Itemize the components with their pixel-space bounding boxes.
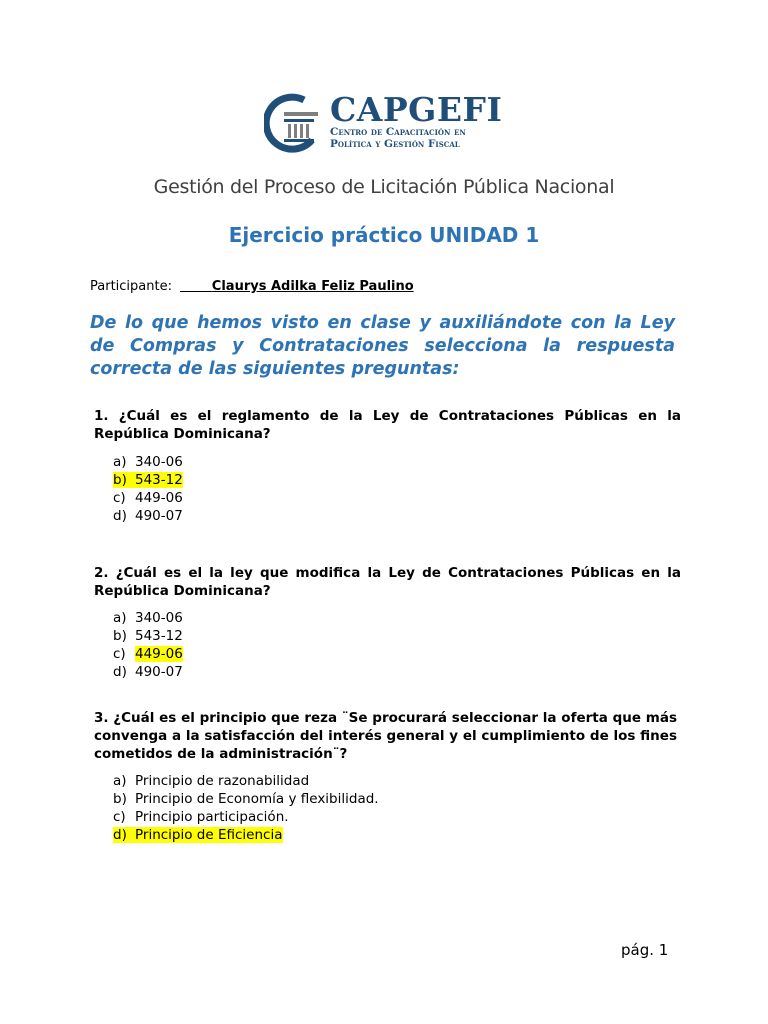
option-text: Principio participación. [135, 809, 289, 825]
options-list-3 [113, 772, 379, 844]
option-2b [113, 627, 183, 645]
option-letter: b) [113, 791, 127, 807]
options-list-1 [113, 453, 183, 525]
option-1c [113, 489, 183, 507]
option-letter: c) [113, 809, 126, 825]
option-3d [113, 826, 379, 844]
option-letter: d) [113, 827, 127, 843]
participant-name: Claurys Adilka Feliz Paulino [211, 279, 414, 294]
course-subtitle: Gestión del Proceso de Licitación Pública Nacional [153, 176, 615, 198]
option-1d [113, 507, 183, 525]
question-3: 3. ¿Cuál es el principio que reza ¨Se procurará seleccionar la oferta que más convenga a la satisfacción del interés general y el cumplimiento de los fines cometidos de la administración¨? [94, 710, 677, 762]
option-text: 449-06 [135, 490, 183, 506]
capgefi-logo [264, 92, 524, 154]
brand-name: CAPGEFI [330, 90, 503, 129]
option-letter: b) [113, 472, 127, 488]
option-letter: a) [113, 773, 127, 789]
option-text: 490-07 [135, 664, 183, 680]
option-text: 340-06 [135, 454, 183, 470]
brand-subtitle-line-2: Política y Gestión Fiscal [330, 138, 460, 150]
option-1b [113, 471, 183, 489]
option-letter: b) [113, 628, 127, 644]
brand-subtitle-line-1: Centro de Capacitación en [330, 126, 466, 138]
exercise-title: Ejercicio práctico UNIDAD 1 [228, 223, 540, 247]
capgefi-emblem-icon [264, 92, 326, 154]
option-2c [113, 645, 183, 663]
options-list-2 [113, 609, 183, 681]
option-text: 543-12 [135, 472, 183, 488]
option-1a [113, 453, 183, 471]
option-letter: c) [113, 646, 126, 662]
option-letter: d) [113, 508, 127, 524]
instructions: De lo que hemos visto en clase y auxiliándote con la Ley de Compras y Contrataciones selecciona la respuesta correcta de las siguientes preguntas: [90, 313, 675, 379]
question-2: 2. ¿Cuál es el la ley que modifica la Ley de Contrataciones Públicas en la República Dominicana? [94, 565, 681, 599]
participant-line [90, 279, 414, 294]
option-3c [113, 808, 379, 826]
option-letter: c) [113, 490, 126, 506]
option-3b [113, 790, 379, 808]
option-letter: a) [113, 610, 127, 626]
option-letter: a) [113, 454, 127, 470]
option-letter: d) [113, 664, 127, 680]
option-2d [113, 663, 183, 681]
option-text: Principio de Economía y flexibilidad. [135, 791, 379, 807]
option-text: Principio de Eficiencia [135, 827, 283, 843]
brand-subtitle [330, 126, 466, 150]
option-text: 490-07 [135, 508, 183, 524]
option-text: Principio de razonabilidad [135, 773, 310, 789]
option-text: 340-06 [135, 610, 183, 626]
option-2a [113, 609, 183, 627]
option-3a [113, 772, 379, 790]
page-number: pág. 1 [621, 941, 669, 959]
option-text: 543-12 [135, 628, 183, 644]
participant-label: Participante: [90, 279, 172, 294]
option-text: 449-06 [135, 646, 183, 662]
question-1: 1. ¿Cuál es el reglamento de la Ley de Contrataciones Públicas en la República Dominicana? [94, 408, 681, 442]
